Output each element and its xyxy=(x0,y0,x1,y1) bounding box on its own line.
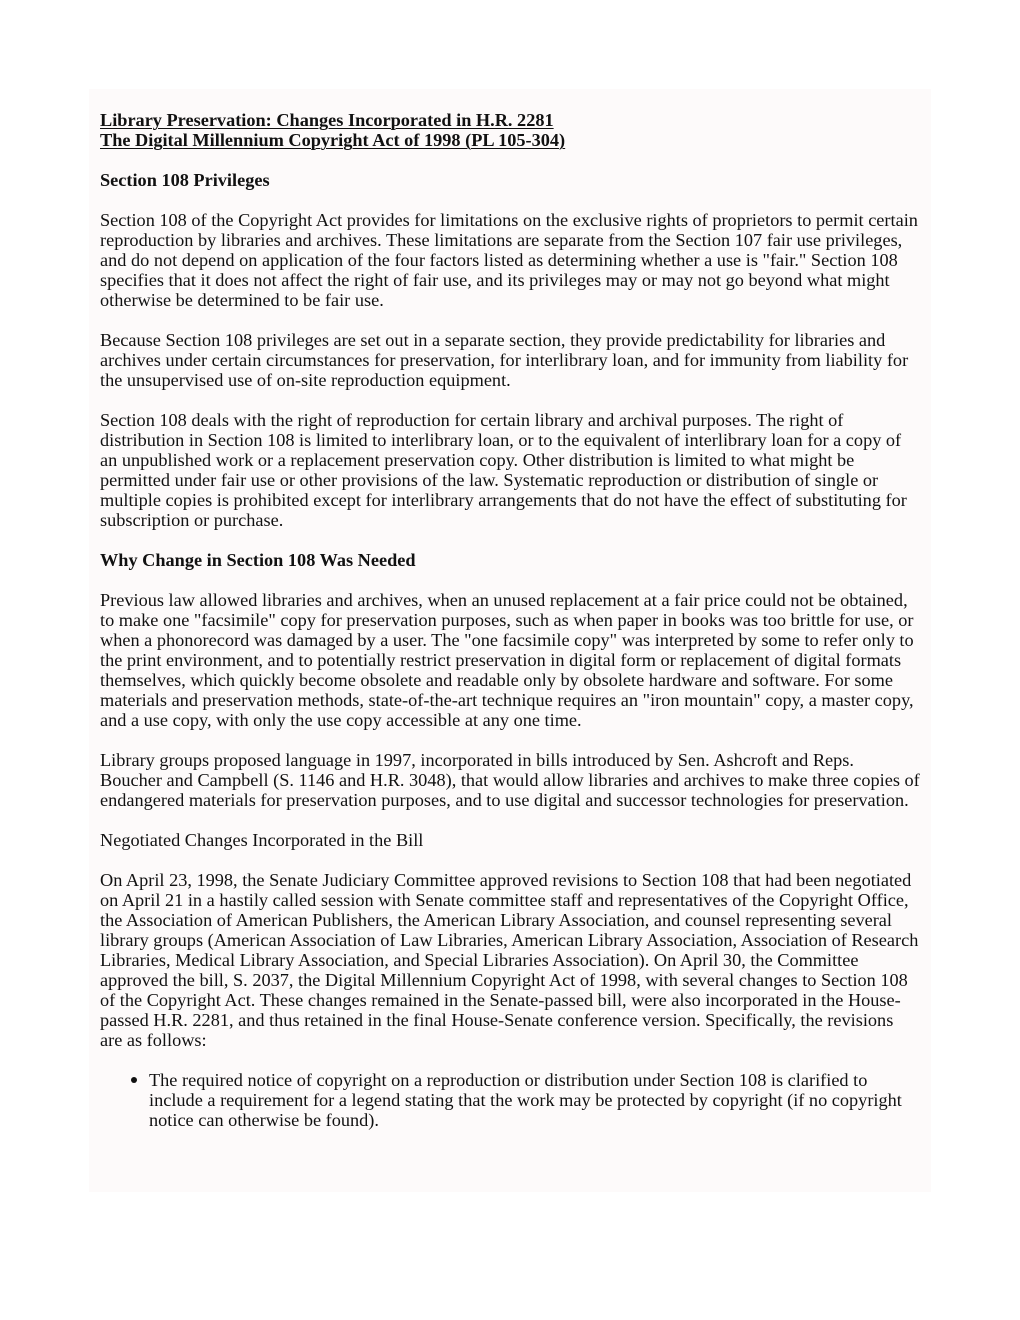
document-title xyxy=(100,110,920,150)
paragraph: Previous law allowed libraries and archives, when an unused replacement at a fair price could not be obtained, to make one "facsimile" copy for preservation purposes, such as when paper in books was too brittle for use, or when a phonorecord was damaged by a user. The "one facsimile copy" was interpreted by some to refer only to the print environment, and to potentially restrict preservation in digital form or replacement of digital formats themselves, which quickly become obsolete and readable only by obsolete hardware and software. For some materials and preservation methods, state-of-the-art technique requires an "iron mountain" copy, a master copy, and a use copy, with only the use copy accessible at any one time. xyxy=(100,590,914,730)
paragraph: Section 108 of the Copyright Act provides for limitations on the exclusive rights of proprietors to permit certain reproduction by libraries and archives. These limitations are separate from the Section 107 fair use privileges, and do not depend on application of the four factors listed as determining whether a use is "fair." Section 108 specifies that it does not affect the right of fair use, and its privileges may or may not go beyond what might otherwise be determined to be fair use. xyxy=(100,210,918,310)
list-item-text: The required notice of copyright on a reproduction or distribution under Section 108 is clarified to include a requirement for a legend stating that the work may be protected by copyright (if no copyright notice can otherwise be found). xyxy=(149,1070,902,1130)
revisions-list xyxy=(100,1070,920,1130)
title-line-2: The Digital Millennium Copyright Act of 1998 (PL 105-304) xyxy=(100,130,566,150)
document-page xyxy=(89,89,931,1192)
title-line-1: Library Preservation: Changes Incorporated in H.R. 2281 xyxy=(100,110,554,130)
document-body xyxy=(100,110,920,1130)
paragraph: Library groups proposed language in 1997, incorporated in bills introduced by Sen. Ashcroft and Reps. Boucher and Campbell (S. 1146 and H.R. 3048), that would allow libraries and archives to make three copies of endangered materials for preservation purposes, and to use digital and successor technologies for preservation. xyxy=(100,750,920,810)
section-heading-negotiated-changes: Negotiated Changes Incorporated in the Bill xyxy=(100,830,424,850)
bullet-icon xyxy=(131,1077,137,1083)
section-heading-privileges: Section 108 Privileges xyxy=(100,170,270,190)
list-item xyxy=(149,1070,920,1130)
section-heading-why-change: Why Change in Section 108 Was Needed xyxy=(100,550,416,570)
paragraph: Section 108 deals with the right of reproduction for certain library and archival purposes. The right of distribution in Section 108 is limited to interlibrary loan, or to the equivalent of interlibrary loan for a copy of an unpublished work or a replacement preservation copy. Other distribution is limited to what might be permitted under fair use or other provisions of the law. Systematic reproduction or distribution of single or multiple copies is prohibited except for interlibrary arrangements that do not have the effect of substituting for subscription or purchase. xyxy=(100,410,907,530)
paragraph: On April 23, 1998, the Senate Judiciary Committee approved revisions to Section 108 that had been negotiated on April 21 in a hastily called session with Senate committee staff and representatives of the Copyright Office, the Association of American Publishers, the American Library Association, and counsel representing several library groups (American Association of Law Libraries, American Library Association, Association of Research Libraries, Medical Library Association, and Special Libraries Association). On April 30, the Committee approved the bill, S. 2037, the Digital Millennium Copyright Act of 1998, with several changes to Section 108 of the Copyright Act. These changes remained in the Senate-passed bill, were also incorporated in the House-passed H.R. 2281, and thus retained in the final House-Senate conference version. Specifically, the revisions are as follows: xyxy=(100,870,919,1050)
paragraph: Because Section 108 privileges are set out in a separate section, they provide predictability for libraries and archives under certain circumstances for preservation, for interlibrary loan, and for immunity from liability for the unsupervised use of on-site reproduction equipment. xyxy=(100,330,909,390)
